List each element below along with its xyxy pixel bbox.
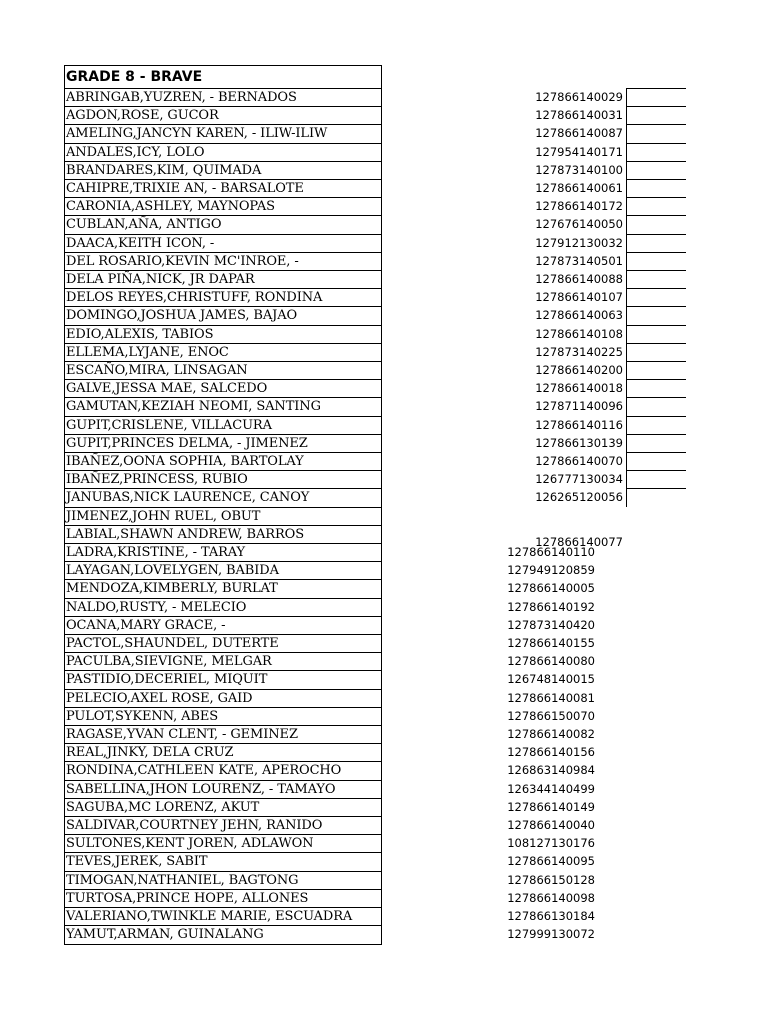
student-lrn: 127866140200 xyxy=(535,363,623,377)
table-row xyxy=(64,434,382,452)
student-name: SAGUBA,MC LORENZ, AKUT xyxy=(66,799,260,815)
student-name: PULOT,SYKENN, ABES xyxy=(66,708,219,724)
student-lrn: 127871140096 xyxy=(535,399,623,414)
table-row xyxy=(64,488,382,506)
student-name: PACTOL,SHAUNDEL, DUTERTE xyxy=(66,636,279,651)
table-row xyxy=(64,416,382,434)
section-title: GRADE 8 - BRAVE xyxy=(66,66,380,89)
student-lrn: 126748140015 xyxy=(507,672,595,687)
student-name: TEVES,JEREK, SABIT xyxy=(66,854,208,870)
student-lrn: 127866140098 xyxy=(507,890,595,905)
student-name: EDIO,ALEXIS, TABIOS xyxy=(66,326,214,342)
student-name: ESCAÑO,MIRA, LINSAGAN xyxy=(66,363,248,378)
student-lrn: 127873140100 xyxy=(535,162,623,177)
table-row xyxy=(64,689,382,707)
table-row xyxy=(64,852,382,870)
side-cell xyxy=(626,416,686,434)
student-name: LAYAGAN,LOVELYGEN, BABIDA xyxy=(66,563,279,579)
student-lrn: 108127130176 xyxy=(507,836,595,851)
table-row xyxy=(64,889,382,907)
table-row xyxy=(64,707,382,725)
table-row xyxy=(64,670,382,688)
table-row xyxy=(64,743,382,761)
student-name: YAMUT,ARMAN, GUINALANG xyxy=(66,927,264,943)
side-cell xyxy=(626,143,686,161)
table-row xyxy=(64,161,382,179)
student-name: PACULBA,SIEVIGNE, MELGAR xyxy=(66,654,272,670)
table-row xyxy=(64,343,382,361)
table-row xyxy=(64,834,382,852)
side-cell xyxy=(626,361,686,379)
student-name: DEL ROSARIO,KEVIN MC'INROE, - xyxy=(66,253,299,269)
student-name: DOMINGO,JOSHUA JAMES, BAJAO xyxy=(66,308,298,324)
side-cell xyxy=(626,470,686,488)
side-cell xyxy=(626,215,686,233)
table-row xyxy=(64,252,382,270)
student-lrn: 127999130072 xyxy=(507,927,595,942)
side-cell xyxy=(626,88,686,106)
student-name: GAMUTAN,KEZIAH NEOMI, SANTING xyxy=(66,399,321,415)
student-name: LADRA,KRISTINE, - TARAY xyxy=(66,545,246,560)
table-row xyxy=(64,197,382,215)
student-name: JIMENEZ,JOHN RUEL, OBUT xyxy=(66,508,261,524)
student-name: DELA PIÑA,NICK, JR DAPAR xyxy=(66,272,255,287)
side-cell xyxy=(626,306,686,324)
student-name: CAHIPRE,TRIXIE AN, - BARSALOTE xyxy=(66,181,304,196)
side-cell xyxy=(626,434,686,452)
student-name: ANDALES,ICY, LOLO xyxy=(66,144,205,160)
student-lrn: 127866140031 xyxy=(535,108,623,123)
side-cell xyxy=(626,325,686,343)
student-lrn: 127866140077 xyxy=(535,534,623,549)
student-lrn: 127866140172 xyxy=(535,199,623,214)
student-lrn: 127866130139 xyxy=(535,435,623,450)
side-cell xyxy=(626,234,686,252)
table-row xyxy=(64,780,382,798)
student-name: SALDIVAR,COURTNEY JEHN, RANIDO xyxy=(66,818,323,833)
student-lrn: 127866140080 xyxy=(507,654,595,669)
table-row xyxy=(64,525,382,543)
table-row xyxy=(64,616,382,634)
student-lrn: 127866150070 xyxy=(507,708,595,723)
student-name: SULTONES,KENT JOREN, ADLAWON xyxy=(66,836,314,852)
student-lrn: 127866140081 xyxy=(507,690,595,705)
student-lrn: 127866140116 xyxy=(535,417,623,432)
student-name: DAACA,KEITH ICON, - xyxy=(66,235,215,251)
student-name: MENDOZA,KIMBERLY, BURLAT xyxy=(66,581,278,597)
table-row xyxy=(64,306,382,324)
student-name: ELLEMA,LYJANE, ENOC xyxy=(66,344,229,360)
student-lrn: 127866140018 xyxy=(535,381,623,396)
student-name: IBAÑEZ,PRINCESS, RUBIO xyxy=(66,472,248,488)
student-name: SABELLINA,JHON LOURENZ, - TAMAYO xyxy=(66,781,336,797)
table-row xyxy=(64,725,382,743)
student-name: AMELING,JANCYN KAREN, - ILIW-ILIW xyxy=(66,126,328,142)
side-cell xyxy=(626,270,686,288)
student-lrn: 127866140087 xyxy=(535,126,623,141)
student-name: JANUBAS,NICK LAURENCE, CANOY xyxy=(66,490,310,506)
side-cell xyxy=(626,397,686,415)
side-cell xyxy=(626,452,686,470)
student-name: TURTOSA,PRINCE HOPE, ALLONES xyxy=(66,890,309,906)
student-lrn: 127676140050 xyxy=(535,217,623,232)
side-cell xyxy=(626,179,686,197)
side-cell xyxy=(626,488,686,506)
table-row xyxy=(64,143,382,161)
table-row xyxy=(64,379,382,397)
table-row xyxy=(64,543,382,561)
student-lrn: 127954140171 xyxy=(535,144,623,159)
student-name: TIMOGAN,NATHANIEL, BAGTONG xyxy=(66,872,299,888)
table-row xyxy=(64,397,382,415)
student-name: GUPIT,CRISLENE, VILLACURA xyxy=(66,417,272,433)
student-lrn xyxy=(480,507,623,525)
table-row xyxy=(64,634,382,652)
side-cell xyxy=(626,197,686,215)
student-lrn: 127866140082 xyxy=(507,727,595,741)
student-name: AGDON,ROSE, GUCOR xyxy=(66,108,219,124)
student-name: NALDO,RUSTY, - MELECIO xyxy=(66,599,247,615)
student-lrn: 127866140040 xyxy=(507,818,595,832)
student-lrn: 127866140063 xyxy=(535,308,623,323)
side-cell xyxy=(626,379,686,397)
table-row xyxy=(64,452,382,470)
student-name: REAL,JINKY, DELA CRUZ xyxy=(66,745,234,761)
student-name: IBAÑEZ,OONA SOPHIA, BARTOLAY xyxy=(66,454,304,469)
student-lrn: 127873140501 xyxy=(535,253,623,268)
student-lrn: 127866140110 xyxy=(507,545,595,559)
table-row xyxy=(64,798,382,816)
student-lrn: 127866140029 xyxy=(535,90,623,104)
table-row xyxy=(64,179,382,197)
student-lrn: 126777130034 xyxy=(535,472,623,487)
student-lrn: 127866140149 xyxy=(507,799,595,814)
student-name: GALVE,JESSA MAE, SALCEDO xyxy=(66,381,268,397)
table-row xyxy=(64,215,382,233)
table-row xyxy=(64,598,382,616)
student-lrn: 127866130184 xyxy=(507,909,595,923)
student-name: ABRINGAB,YUZREN, - BERNADOS xyxy=(66,90,297,105)
student-lrn: 127866140005 xyxy=(507,581,595,596)
table-row xyxy=(64,507,382,525)
table-row xyxy=(64,907,382,925)
table-row xyxy=(64,579,382,597)
table-row xyxy=(64,925,382,943)
side-cell xyxy=(626,161,686,179)
student-lrn: 127866140108 xyxy=(535,326,623,341)
table-row xyxy=(64,288,382,306)
student-name: PASTIDIO,DECERIEL, MIQUIT xyxy=(66,672,268,688)
student-name: GUPIT,PRINCES DELMA, - JIMENEZ xyxy=(66,435,308,451)
student-lrn: 127912130032 xyxy=(535,235,623,250)
student-lrn: 126265120056 xyxy=(535,490,623,505)
table-row xyxy=(64,124,382,142)
table-row xyxy=(64,361,382,379)
student-lrn: 127866140088 xyxy=(535,272,623,286)
table-row xyxy=(64,470,382,488)
student-name: CUBLAN,AÑA, ANTIGO xyxy=(66,217,222,233)
student-name: DELOS REYES,CHRISTUFF, RONDINA xyxy=(66,290,323,306)
table-row xyxy=(64,871,382,889)
table-row xyxy=(64,816,382,834)
table-row xyxy=(64,561,382,579)
student-name: RONDINA,CATHLEEN KATE, APEROCHO xyxy=(66,763,342,779)
table-row xyxy=(64,106,382,124)
side-cell xyxy=(626,252,686,270)
student-name: RAGASE,YVAN CLENT, - GEMINEZ xyxy=(66,727,298,742)
side-cell xyxy=(626,106,686,124)
table-row xyxy=(64,88,382,106)
student-lrn: 127866140156 xyxy=(507,745,595,760)
table-row xyxy=(64,761,382,779)
table-row xyxy=(64,325,382,343)
side-cell xyxy=(626,288,686,306)
student-lrn: 127866150128 xyxy=(507,872,595,887)
student-lrn: 127866140095 xyxy=(507,854,595,869)
student-lrn: 127866140107 xyxy=(535,290,623,305)
student-lrn: 127873140420 xyxy=(507,617,595,632)
student-name: BRANDARES,KIM, QUIMADA xyxy=(66,162,262,178)
student-lrn: 126344140499 xyxy=(507,781,595,796)
student-name: CARONIA,ASHLEY, MAYNOPAS xyxy=(66,199,275,215)
student-lrn: 127873140225 xyxy=(535,344,623,359)
student-lrn: 127866140061 xyxy=(535,181,623,195)
side-cell xyxy=(626,124,686,142)
table-row xyxy=(64,270,382,288)
student-name: PELECIO,AXEL ROSE, GAID xyxy=(66,690,253,706)
student-lrn: 126863140984 xyxy=(507,763,595,778)
side-cell xyxy=(626,343,686,361)
student-lrn: 127866140070 xyxy=(535,454,623,468)
student-name: VALERIANO,TWINKLE MARIE, ESCUADRA xyxy=(66,909,353,924)
student-lrn: 127949120859 xyxy=(507,563,595,578)
student-lrn: 127866140155 xyxy=(507,636,595,650)
student-name: LABIAL,SHAWN ANDREW, BARROS xyxy=(66,526,305,542)
table-row xyxy=(64,234,382,252)
student-lrn: 127866140192 xyxy=(507,599,595,614)
student-name: OCANA,MARY GRACE, - xyxy=(66,617,226,633)
table-row xyxy=(64,652,382,670)
